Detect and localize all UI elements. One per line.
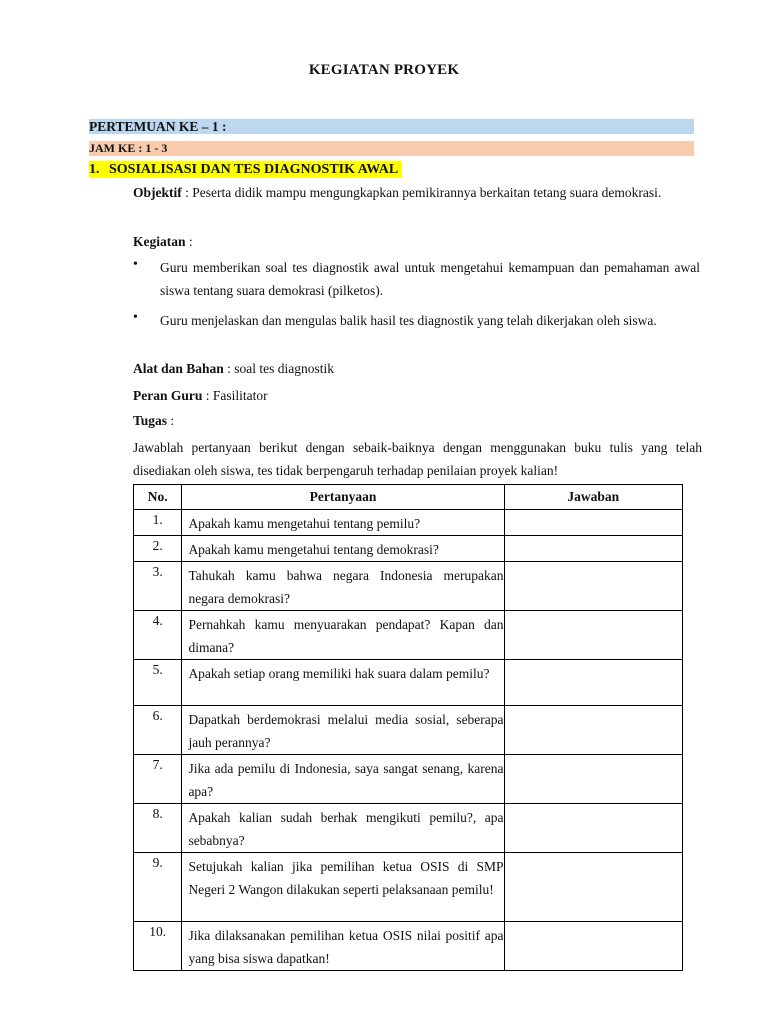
meeting-heading: PERTEMUAN KE – 1 :: [89, 119, 694, 134]
answer-cell[interactable]: [504, 660, 682, 706]
header-question: Pertanyaan: [182, 485, 504, 510]
answer-cell[interactable]: [504, 804, 682, 853]
table-row: [134, 853, 683, 922]
table-row: [134, 755, 683, 804]
objective-paragraph: [133, 181, 702, 204]
section-number: 1.: [89, 162, 100, 177]
task-colon: :: [167, 413, 175, 428]
section-title: SOSIALISASI DAN TES DIAGNOSTIK AWAL: [109, 162, 399, 177]
table-row: [134, 536, 683, 562]
hours-heading: JAM KE : 1 - 3: [89, 141, 694, 156]
role-label: Peran Guru: [133, 388, 203, 403]
row-question: Apakah setiap orang memiliki hak suara dalam pemilu?: [182, 660, 504, 706]
table-row: [134, 706, 683, 755]
table-row: [134, 562, 683, 611]
header-answer: Jawaban: [504, 485, 682, 510]
objective-text: : Peserta didik mampu mengungkapkan pemikirannya berkaitan tetang suara demokrasi.: [181, 185, 662, 200]
row-number: 10.: [134, 922, 182, 971]
tools-line: [133, 357, 702, 380]
row-number: 2.: [134, 536, 182, 562]
task-heading: [133, 409, 702, 432]
answer-cell[interactable]: [504, 706, 682, 755]
row-question: Pernahkah kamu menyuarakan pendapat? Kapan dan dimana?: [182, 611, 504, 660]
row-question: Apakah kalian sudah berhak mengikuti pemilu?, apa sebabnya?: [182, 804, 504, 853]
bullet-icon: •: [133, 310, 138, 325]
row-number: 1.: [134, 510, 182, 536]
table-row: [134, 922, 683, 971]
objective-label: Objektif: [133, 185, 182, 200]
answer-cell[interactable]: [504, 536, 682, 562]
row-question: Tahukah kamu bahwa negara Indonesia merupakan negara demokrasi?: [182, 562, 504, 611]
answer-cell[interactable]: [504, 755, 682, 804]
activity-text: Guru menjelaskan dan mengulas balik hasil tes diagnostik yang telah dikerjakan oleh siswa.: [160, 313, 657, 328]
row-question: Dapatkah berdemokrasi melalui media sosial, seberapa jauh perannya?: [182, 706, 504, 755]
role-text: : Fasilitator: [202, 388, 268, 403]
row-question: Jika ada pemilu di Indonesia, saya sangat senang, karena apa?: [182, 755, 504, 804]
activities-label: Kegiatan: [133, 234, 186, 249]
questions-table: [133, 484, 683, 971]
task-label: Tugas: [133, 413, 168, 428]
answer-cell[interactable]: [504, 611, 682, 660]
header-no: No.: [134, 485, 182, 510]
row-question: Apakah kamu mengetahui tentang demokrasi?: [182, 536, 504, 562]
row-question: Apakah kamu mengetahui tentang pemilu?: [182, 510, 504, 536]
activity-text: Guru memberikan soal tes diagnostik awal untuk mengetahui kemampuan dan pemahaman awal siswa tentang suara demokrasi (pilketos).: [160, 260, 700, 298]
row-number: 6.: [134, 706, 182, 755]
activities-heading: [133, 230, 702, 253]
table-row: [134, 804, 683, 853]
task-instructions: Jawablah pertanyaan berikut dengan sebaik-baiknya dengan menggunakan buku tulis yang telah disediakan oleh siswa, tes tidak berpengaruh terhadap penilaian proyek kalian!: [133, 440, 702, 478]
document-title: KEGIATAN PROYEK: [308, 62, 460, 78]
tools-label: Alat dan Bahan: [133, 361, 224, 376]
tools-text: : soal tes diagnostik: [223, 361, 335, 376]
role-line: [133, 384, 702, 407]
answer-cell[interactable]: [504, 922, 682, 971]
answer-cell[interactable]: [504, 853, 682, 922]
row-question: Setujukah kalian jika pemilihan ketua OSIS di SMP Negeri 2 Wangon dilakukan seperti pelaksanaan pemilu!: [182, 853, 504, 922]
row-number: 3.: [134, 562, 182, 611]
table-row: [134, 510, 683, 536]
answer-cell[interactable]: [504, 562, 682, 611]
row-number: 8.: [134, 804, 182, 853]
section-heading: [89, 161, 402, 178]
row-number: 7.: [134, 755, 182, 804]
table-row: [134, 660, 683, 706]
row-number: 5.: [134, 660, 182, 706]
table-header-row: [134, 485, 683, 510]
activities-colon: :: [185, 234, 193, 249]
answer-cell[interactable]: [504, 510, 682, 536]
table-row: [134, 611, 683, 660]
row-question: Jika dilaksanakan pemilihan ketua OSIS nilai positif apa yang bisa siswa dapatkan!: [182, 922, 504, 971]
row-number: 4.: [134, 611, 182, 660]
row-number: 9.: [134, 853, 182, 922]
bullet-icon: •: [133, 257, 138, 272]
